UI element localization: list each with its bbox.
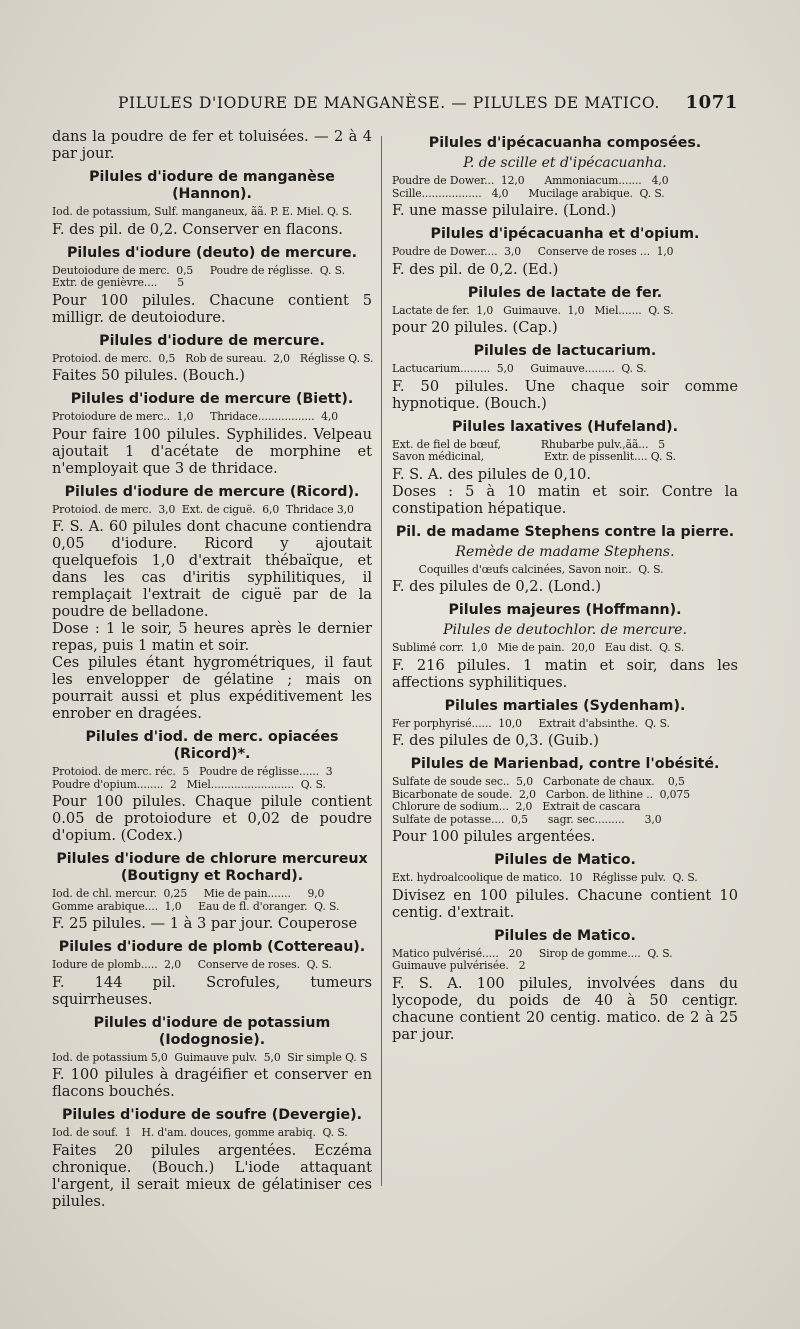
- ingredients-line: Protoiod. de merc. 3,0 Ext. de ciguë. 6,0 Thridace 3,0: [52, 502, 354, 516]
- section-title: Pilules d'iodure de manganèse (Hannon).: [89, 169, 335, 202]
- section-subtitle: Pilules de deutochlor. de mercure.: [443, 622, 687, 638]
- body-paragraph: Doses : 5 à 10 matin et soir. Contre la constipation hépatique.: [392, 482, 738, 517]
- body-paragraph: F. des pilules de 0,2. (Lond.): [392, 578, 602, 595]
- ingredients-line: Iod. de potassium, Sulf. manganeux, ãã. P. E. Miel. Q. S.: [52, 205, 353, 218]
- section-title: Pilules d'iodure de mercure (Biett).: [70, 391, 354, 407]
- section-title: Pilules d'iodure (deuto) de mercure.: [67, 244, 357, 261]
- body-paragraph: Pour faire 100 pilules. Syphilides. Velpeau ajoutait 1 d'acétate de morphine et n'employait que 3 de thridace.: [52, 425, 372, 477]
- section-title: Pilules d'iodure de chlorure mercureux (Boutigny et Rochard).: [56, 851, 368, 884]
- section-title: Pilules d'iod. de merc. opiacées (Ricord)*.: [85, 729, 339, 762]
- section-title: Pilules d'ipécacuanha et d'opium.: [430, 226, 700, 242]
- section-title: Pilules d'iodure de mercure.: [99, 332, 325, 349]
- section-title: Pilules laxatives (Hufeland).: [452, 418, 678, 435]
- body-paragraph: Pour 100 pilules. Chaque pilule contient 0.05 de protoiodure et 0,02 de poudre d'opium. (Codex.): [52, 793, 372, 844]
- ingredients-line: Fer porphyrisé...... 10,0 Extrait d'absinthe. Q. S.: [392, 716, 670, 730]
- body-paragraph: dans la poudre de fer et toluisées. — 2 à 4 par jour.: [52, 128, 372, 162]
- body-paragraph: F. des pil. de 0,2. Conserver en flacons.: [52, 220, 343, 238]
- body-paragraph: F. S. A. 60 pilules dont chacune contiendra 0,05 d'iodure. Ricord y ajoutait quelquefois 1,0 d'extrait thébaïque, et dans les cas d'iritis syphilitiques, il remplaçait l'extrait de ciguë par de la poudre de belladone.: [52, 518, 372, 620]
- body-paragraph: Faites 20 pilules argentées. Eczéma chronique. (Bouch.) L'iode attaquant l'argent, il serait mieux de gélatiniser ces pilules.: [52, 1141, 372, 1210]
- section-title: Pilules majeures (Hoffmann).: [448, 602, 682, 618]
- ingredients-line: Matico pulvérisé..... 20 Sirop de gomme.... Q. S. Guimauve pulvérisée. 2: [392, 946, 673, 972]
- body-paragraph: F. des pilules de 0,3. (Guib.): [392, 732, 599, 749]
- body-paragraph: Pour 100 pilules argentées.: [392, 828, 596, 845]
- ingredients-line: Sulfate de soude sec.. 5,0 Carbonate de chaux. 0,5 Bicarbonate de soude. 2,0 Carbon. de lithine .. 0,075 Chlorure de sodium... 2,0 Extrait de cascara Sulfate de potasse.... 0,5 sagr. sec......... 3,0: [392, 775, 690, 826]
- section-title: Pilules d'iodure de plomb (Cottereau).: [58, 939, 366, 955]
- section-subtitle: Remède de madame Stephens.: [455, 543, 675, 560]
- body-paragraph: Pour 100 pilules. Chacune contient 5 milligr. de deutoiodure.: [52, 291, 372, 326]
- body-paragraph: F. 100 pilules à dragéifier et conserver en flacons bouchés.: [52, 1066, 372, 1100]
- ingredients-line: Poudre de Dower.... 3,0 Conserve de roses ... 1,0: [392, 245, 674, 258]
- running-title: PILULES D'IODURE DE MANGANÈSE. — PILULES DE MATICO.: [118, 94, 660, 112]
- ingredients-line: Iod. de souf. 1 H. d'am. douces, gomme arabiq. Q. S.: [52, 1126, 348, 1139]
- section-title: Pilules d'ipécacuanha composées.: [428, 135, 702, 151]
- left-column: [52, 128, 372, 1210]
- ingredients-line: Deutoiodure de merc. 0,5 Poudre de réglisse. Q. S. Extr. de genièvre.... 5: [52, 263, 345, 289]
- body-paragraph: F. 50 pilules. Une chaque soir comme hypnotique. (Bouch.): [392, 377, 738, 412]
- section-title: Pilules d'iodure de mercure (Ricord).: [64, 483, 360, 500]
- body-paragraph: Dose : 1 le soir, 5 heures après le dernier repas, puis 1 matin et soir.: [52, 620, 372, 654]
- section-title: Pilules martiales (Sydenham).: [444, 697, 686, 714]
- body-paragraph: F. 144 pil. Scrofules, tumeurs squirrheuses.: [52, 973, 372, 1008]
- body-paragraph: Divisez en 100 pilules. Chacune contient 10 centig. d'extrait.: [392, 886, 738, 921]
- section-title: Pilules de lactucarium.: [473, 343, 657, 359]
- ingredients-line: Ext. hydroalcoolique de matico. 10 Réglisse pulv. Q. S.: [392, 871, 698, 884]
- ingredients-line: Protoiod. de merc. réc. 5 Poudre de réglisse...... 3 Poudre d'opium........ 2 Miel......................... Q. S.: [52, 765, 333, 791]
- section-title: Pil. de madame Stephens contre la pierre.: [395, 523, 735, 540]
- ingredients-line: Lactate de fer. 1,0 Guimauve. 1,0 Miel....... Q. S.: [392, 303, 674, 317]
- section-title: Pilules de Marienbad, contre l'obésité.: [410, 756, 720, 772]
- body-paragraph: F. S. A. 100 pilules, involvées dans du lycopode, du poids de 40 à 50 centigr. chacune contient 20 centig. matico. de 2 à 25 par jour.: [392, 974, 738, 1043]
- ingredients-line: Ext. de fiel de bœuf, Rhubarbe pulv.,ãã... 5 Savon médicinal, Extr. de pissenlit.... Q. S.: [392, 437, 676, 463]
- ingredients-line: Protoiodure de merc.. 1,0 Thridace................. 4,0: [52, 410, 339, 423]
- section-title: Pilules de lactate de fer.: [467, 284, 663, 301]
- section-title: Pilules de Matico.: [494, 852, 636, 868]
- body-paragraph: F. une masse pilulaire. (Lond.): [392, 202, 617, 219]
- ingredients-line: Iod. de chl. mercur. 0,25 Mie de pain....... 9,0 Gomme arabique.... 1,0 Eau de fl. d'oranger. Q. S.: [52, 887, 340, 913]
- body-paragraph: pour 20 pilules. (Cap.): [392, 319, 558, 336]
- body-paragraph: Ces pilules étant hygrométriques, il faut les envelopper de gélatine ; mais on pourrait aussi et plus expéditivement les enrober en dragées.: [52, 654, 372, 722]
- ingredients-line: Sublimé corr. 1,0 Mie de pain. 20,0 Eau dist. Q. S.: [392, 641, 685, 654]
- section-title: Pilules de Matico.: [494, 927, 636, 944]
- body-paragraph: F. 216 pilules. 1 matin et soir, dans les affections syphilitiques.: [392, 656, 738, 691]
- running-header: [118, 92, 738, 118]
- section-subtitle: P. de scille et d'ipécacuanha.: [463, 155, 667, 171]
- ingredients-line: Poudre de Dower... 12,0 Ammoniacum....... 4,0 Scille.................. 4,0 Mucilage arabique. Q. S.: [392, 174, 669, 200]
- ingredients-line: Protoiod. de merc. 0,5 Rob de sureau. 2,0 Réglisse Q. S.: [52, 351, 374, 365]
- body-paragraph: Faites 50 pilules. (Bouch.): [52, 367, 245, 384]
- page-number: 1071: [685, 92, 738, 113]
- ingredients-line: Lactucarium......... 5,0 Guimauve......... Q. S.: [392, 362, 647, 375]
- ingredients-line: Iodure de plomb..... 2,0 Conserve de roses. Q. S.: [52, 958, 332, 971]
- section-title: Pilules d'iodure de potassium (Iodognosie).: [93, 1014, 331, 1048]
- body-paragraph: F. S. A. des pilules de 0,10.: [392, 465, 592, 483]
- section-title: Pilules d'iodure de soufre (Devergie).: [61, 1107, 363, 1123]
- body-paragraph: F. 25 pilules. — 1 à 3 par jour. Couperose: [52, 915, 358, 932]
- body-paragraph: F. des pil. de 0,2. (Ed.): [392, 260, 559, 278]
- right-column: [392, 128, 738, 1043]
- ingredients-line: Coquilles d'œufs calcinées, Savon noir.. Q. S.: [392, 562, 664, 576]
- ingredients-line: Iod. de potassium 5,0 Guimauve pulv. 5,0 Sir simple Q. S: [52, 1050, 368, 1064]
- column-divider: [381, 136, 382, 1186]
